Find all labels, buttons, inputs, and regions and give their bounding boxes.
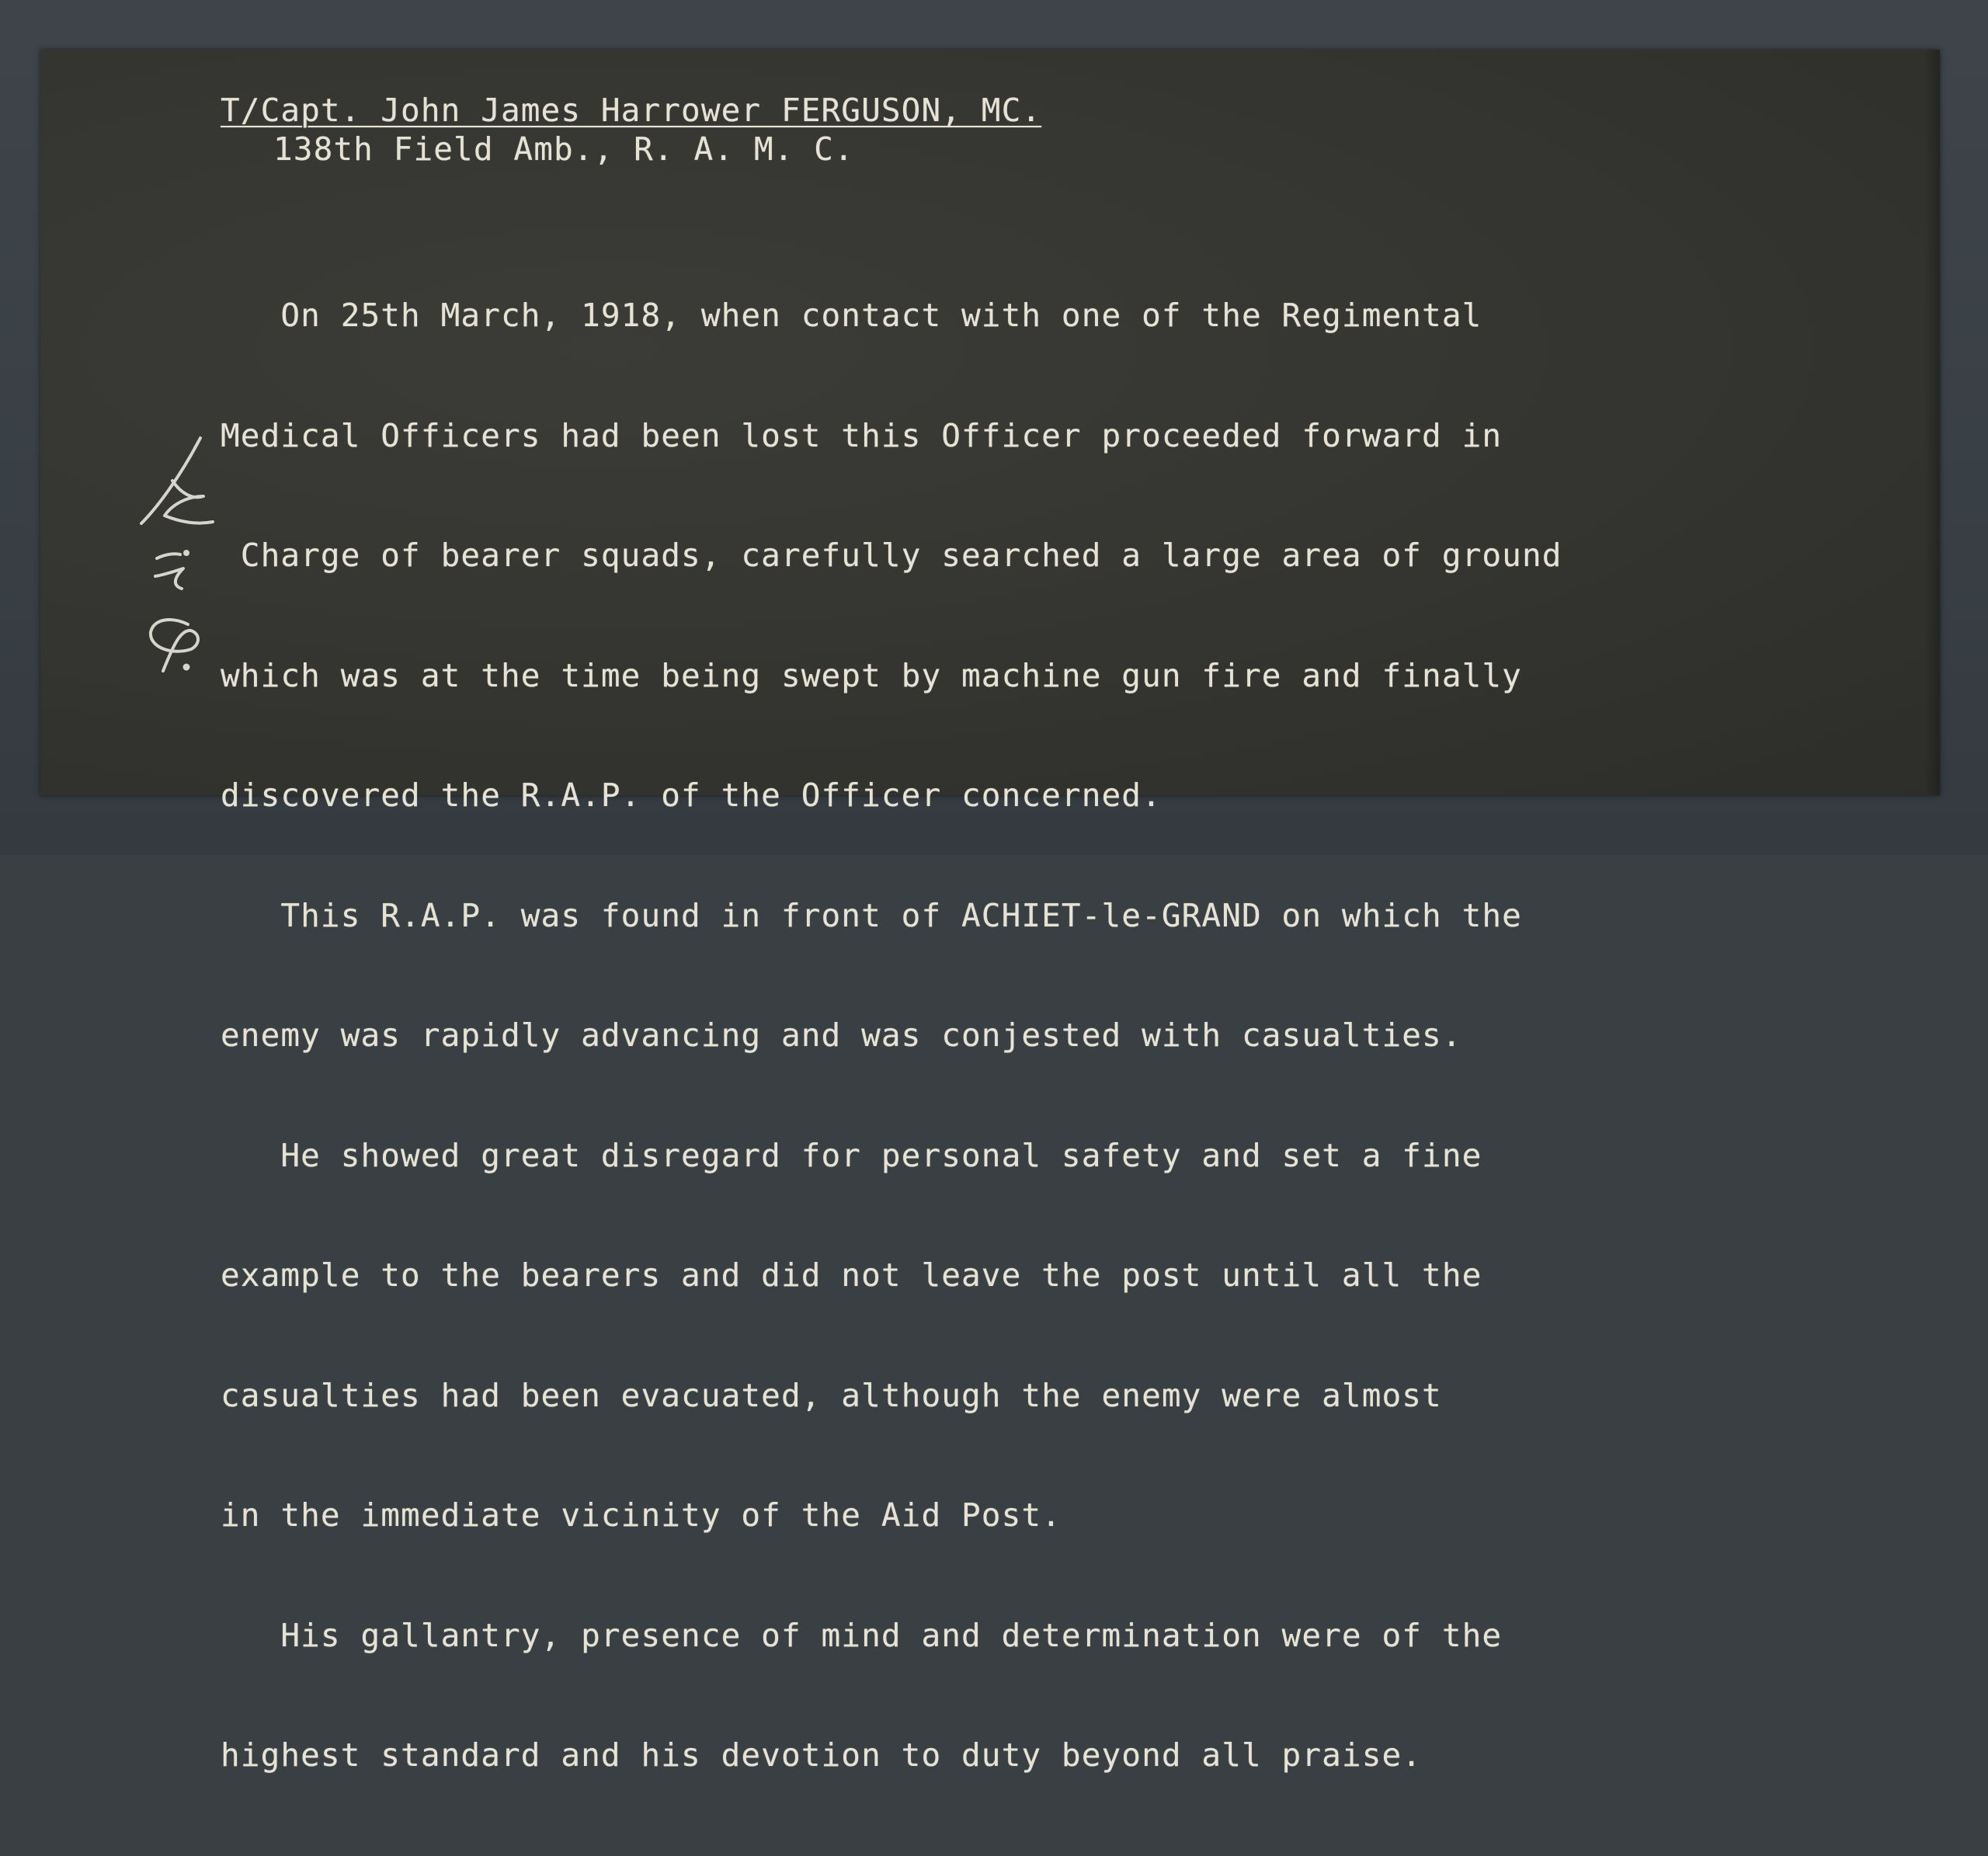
recipient-name: T/Capt. John James Harrower FERGUSON, MC.: [221, 92, 1042, 129]
citation-line: His gallantry, presence of mind and determination were of the: [221, 1616, 1503, 1654]
citation-line: This R.A.P. was found in front of ACHIET-le-GRAND on which the: [221, 896, 1522, 934]
citation-line: Charge of bearer squads, carefully searched a large area of ground: [221, 537, 1562, 574]
recipient-unit: 138th Field Amb., R. A. M. C.: [273, 130, 854, 168]
citation-line: discovered the R.A.P. of the Officer concerned.: [221, 777, 1162, 814]
citation-body: [221, 216, 1562, 1856]
citation-line: which was at the time being swept by machine gun fire and finally: [221, 656, 1522, 694]
citation-line: example to the bearers and did not leave the post until all the: [221, 1256, 1482, 1294]
handwritten-initials: [126, 422, 219, 686]
citation-line: enemy was rapidly advancing and was conjested with casualties.: [221, 1017, 1462, 1054]
citation-line: On 25th March, 1918, when contact with one of the Regimental: [221, 297, 1482, 334]
citation-line: casualties had been evacuated, although the enemy were almost: [221, 1376, 1442, 1414]
citation-line: Medical Officers had been lost this Officer proceeded forward in: [221, 416, 1503, 454]
citation-line: He showed great disregard for personal safety and set a fine: [221, 1136, 1482, 1174]
citation-line: in the immediate vicinity of the Aid Post.: [221, 1496, 1062, 1534]
citation-line: highest standard and his devotion to duty beyond all praise.: [221, 1736, 1423, 1774]
typed-citation-sheet: [40, 50, 1940, 1774]
